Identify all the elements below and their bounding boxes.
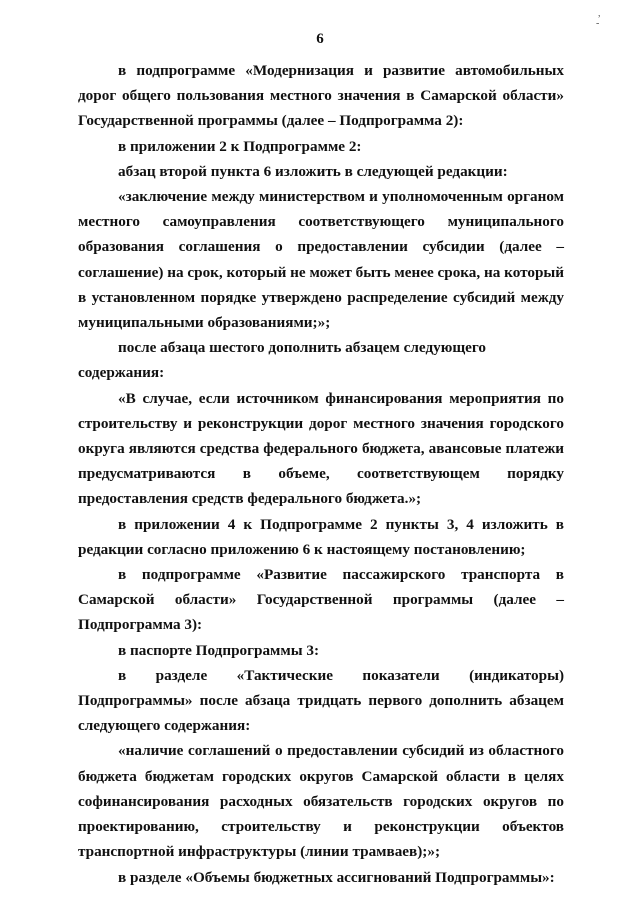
- paragraph: «В случае, если источником финансирования мероприятия по строительству и реконструкции дорог местного значения городского округа являются средства федерального бюджета, авансовые платежи предусматриваются в объеме, соответствующем порядку предоставления средств федерального бюджета.»;: [78, 389, 564, 508]
- scan-mark: ,: [598, 8, 601, 19]
- paragraph: в подпрограмме «Развитие пассажирского транспорта в Самарской области» Государственной программы (далее – Подпрограмма 3):: [78, 566, 564, 634]
- paragraph: в разделе «Тактические показатели (индикаторы) Подпрограммы» после абзаца тридцать первого дополнить абзацем следующего содержания:: [78, 666, 564, 735]
- scan-mark: -: [596, 18, 600, 29]
- paragraph: абзац второй пункта 6 изложить в следующей редакции:: [118, 162, 508, 180]
- paragraph: в подпрограмме «Модернизация и развитие автомобильных дорог общего пользования местного значения в Самарской области» Государственной программы (далее – Подпрограмма 2):: [78, 62, 564, 130]
- paragraph: в приложении 4 к Подпрограмме 2 пункты 3, 4 изложить в редакции согласно приложению 6 к настоящему постановлению;: [78, 515, 564, 558]
- page-number: 6: [316, 31, 324, 47]
- paragraph: «наличие соглашений о предоставлении субсидий из областного бюджета бюджетам городских округов Самарской области в целях софинансирования расходных обязательств городских округов по проектированию, строительству и реконструкции объектов транспортной инфраструктуры (линии трамваев);»;: [78, 742, 564, 861]
- paragraph: «заключение между министерством и уполномоченным органом местного самоуправления соответствующего муниципального образования соглашения о предоставлении субсидии (далее – соглашение) на срок, который не может быть менее срока, на который в установленном порядке утверждено распределение субсидий между муниципальными образованиями;»;: [78, 188, 564, 332]
- paragraph: в разделе «Объемы бюджетных ассигнований Подпрограммы»:: [118, 868, 555, 886]
- paragraph: в приложении 2 к Подпрограмме 2:: [118, 137, 362, 155]
- paragraph: в паспорте Подпрограммы 3:: [118, 641, 320, 659]
- document-body: [78, 58, 564, 890]
- paragraph: после абзаца шестого дополнить абзацем следующего содержания:: [78, 339, 487, 382]
